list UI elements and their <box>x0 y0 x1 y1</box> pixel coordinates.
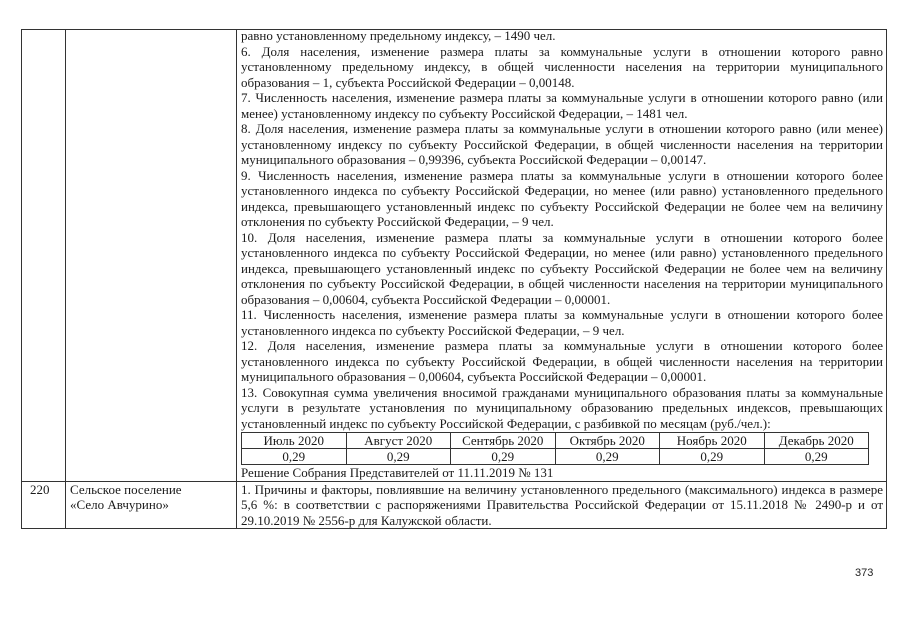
decision-reference: Решение Собрания Представителей от 11.11.2019 № 131 <box>241 465 554 480</box>
details-cell <box>237 30 887 482</box>
month-header: Август 2020 <box>346 433 451 449</box>
table-row <box>22 481 887 529</box>
months-header-row <box>242 433 869 449</box>
municipality-name-cell <box>66 30 237 482</box>
month-value: 0,29 <box>451 449 556 465</box>
paragraph-6: 6. Доля населения, изменение размера платы за коммунальные услуги в отношении которого равно установленному предельному индексу, в общей численности населения на территории муниципального образования – 1, субъекта Российской Федерации – 0,00148. <box>241 43 883 90</box>
month-header: Октябрь 2020 <box>555 433 660 449</box>
paragraph-9: 9. Численность населения, изменение размера платы за коммунальные услуги в отношении которого более установленного индекса по субъекту Российской Федерации, но менее (или равно) установленного предельного индекса, превышающего установленный индекс по субъекту Российской Федерации не более чем на величину отклонения по субъекту Российской Федерации, – 9 чел. <box>241 167 883 229</box>
municipality-name-line-1: Сельское поселение <box>70 481 182 497</box>
month-value: 0,29 <box>242 449 347 465</box>
page-number: 373 <box>855 567 874 579</box>
paragraph-10: 10. Доля населения, изменение размера платы за коммунальные услуги в отношении которого более установленного индекса по субъекту Российской Федерации, но менее (или равно) установленного предельного индекса, превышающего установленный индекс по субъекту Российской Федерации не более чем на величину отклонения по субъекту Российской Федерации, в общей численности населения на территории муниципального образования – 0,00604, субъекта Российской Федерации – 0,00001. <box>241 229 883 307</box>
month-value: 0,29 <box>660 449 765 465</box>
row-number-cell <box>22 30 66 482</box>
row-number-cell <box>22 481 66 529</box>
paragraph-1: 1. Причины и факторы, повлиявшие на величину установленного предельного (максимального) индекса в размере 5,6 %: в соответствии с распоряжениями Правительства Российской Федерации от 15.11.2018 № 2490-р и от 29.10.2019 № 2556-р для Калужской области. <box>241 481 883 528</box>
paragraph-7: 7. Численность населения, изменение размера платы за коммунальные услуги в отношении которого равно (или менее) установленному индексу по субъекту Российской Федерации, – 1481 чел. <box>241 90 883 121</box>
month-header: Сентябрь 2020 <box>451 433 556 449</box>
document-page <box>21 29 885 529</box>
paragraph-8: 8. Доля населения, изменение размера платы за коммунальные услуги в отношении которого равно (или менее) установленному индексу по субъекту Российской Федерации, в общей численности населения на территории муниципального образования – 0,99396, субъекта Российской Федерации – 0,00147. <box>241 121 883 167</box>
municipality-name-cell <box>66 481 237 529</box>
month-value: 0,29 <box>764 449 869 465</box>
row-number: 220 <box>30 481 50 497</box>
month-value: 0,29 <box>555 449 660 465</box>
monthly-sum-table <box>241 432 869 465</box>
table-row <box>22 30 887 482</box>
details-cell <box>237 481 887 529</box>
month-value: 0,29 <box>346 449 451 465</box>
municipality-name-line-2: «Село Авчурино» <box>70 497 169 512</box>
paragraph-11: 11. Численность населения, изменение размера платы за коммунальные услуги в отношении которого более установленного индекса по субъекту Российской Федерации, – 9 чел. <box>241 307 883 338</box>
paragraph-5-end: равно установленному предельному индексу, – 1490 чел. <box>241 28 556 43</box>
month-header: Декабрь 2020 <box>764 433 869 449</box>
paragraph-12: 12. Доля населения, изменение размера платы за коммунальные услуги в отношении которого более установленного индекса по субъекту Российской Федерации, в общей численности населения на территории муниципального образования – 0,00604, субъекта Российской Федерации – 0,00001. <box>241 338 883 384</box>
month-header: Ноябрь 2020 <box>660 433 765 449</box>
values-row <box>242 449 869 465</box>
municipal-index-table <box>21 29 887 529</box>
paragraph-13: 13. Совокупная сумма увеличения вносимой гражданами муниципального образования платы за коммунальные услуги в результате установления по муниципальному образованию предельных индексов, превышающих установленный индекс по субъекту Российской Федерации, с разбивкой по месяцам (руб./чел.): <box>241 384 883 431</box>
month-header: Июль 2020 <box>242 433 347 449</box>
